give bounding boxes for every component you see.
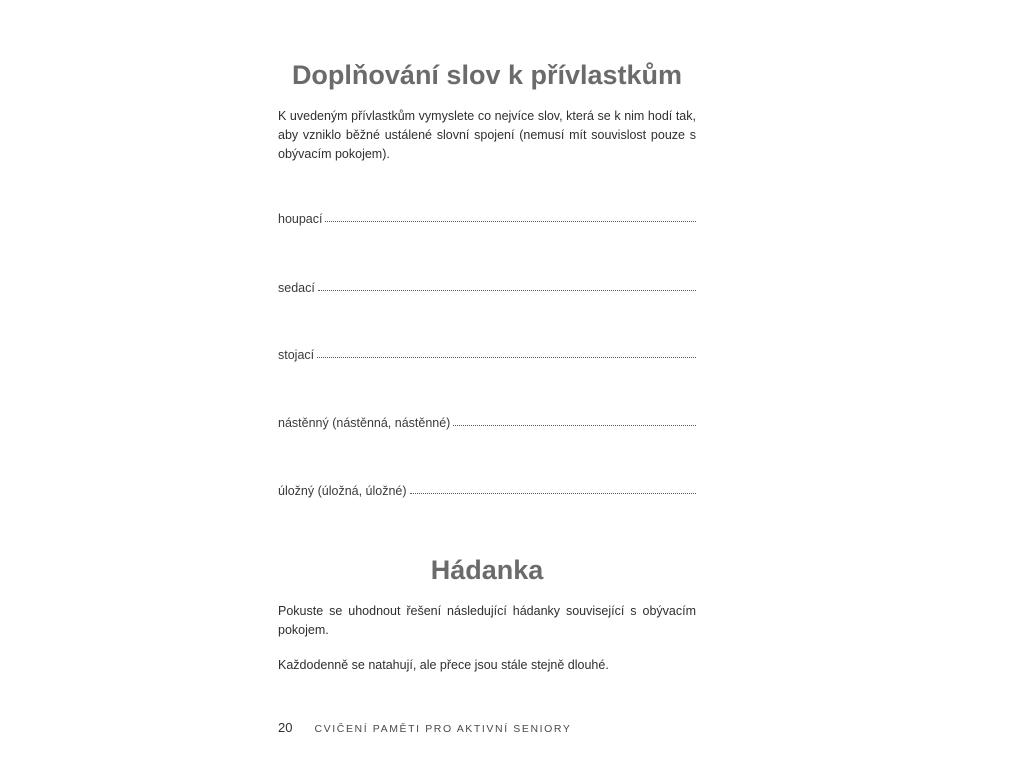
fill-row-label: stojací: [278, 348, 315, 362]
page-footer: [278, 720, 572, 735]
fill-row-stojaci: [278, 347, 696, 367]
riddle-title: Hádanka: [430, 555, 544, 585]
section-title: Doplňování slov k přívlastkům: [291, 60, 683, 90]
fill-row-label: houpací: [278, 212, 323, 226]
fill-row-label: sedací: [278, 281, 315, 295]
section-instructions: K uvedeným přívlastkům vymyslete co nejvíce slov, která se k nim hodí tak, aby vzniklo běžné ustálené slovní spojení (nemusí mít souvislost pouze s obývacím pokojem).: [278, 109, 696, 161]
fill-row-label: nástěnný (nástěnná, nástěnné): [278, 416, 451, 430]
page-number: 20: [278, 720, 293, 735]
fill-row-label: úložný (úložná, úložné): [278, 484, 407, 498]
fill-row-answer-line[interactable]: [453, 415, 696, 427]
fill-row-answer-line[interactable]: [410, 483, 696, 495]
fill-row-nastenny: [278, 415, 696, 435]
fill-row-answer-line[interactable]: [317, 347, 696, 359]
book-title: CVIČENÍ PAMĚTI PRO AKTIVNÍ SENIORY: [314, 723, 572, 735]
riddle-text: Každodenně se natahují, ale přece jsou stále stejně dlouhé.: [278, 658, 609, 672]
fill-row-houpaci: [278, 211, 696, 231]
riddle-instructions: Pokuste se uhodnout řešení následující hádanky související s obývacím pokojem.: [278, 604, 696, 637]
fill-row-answer-line[interactable]: [325, 211, 696, 223]
fill-row-sedaci: [278, 280, 696, 300]
fill-row-answer-line[interactable]: [318, 280, 696, 292]
fill-row-ulozny: [278, 483, 696, 503]
